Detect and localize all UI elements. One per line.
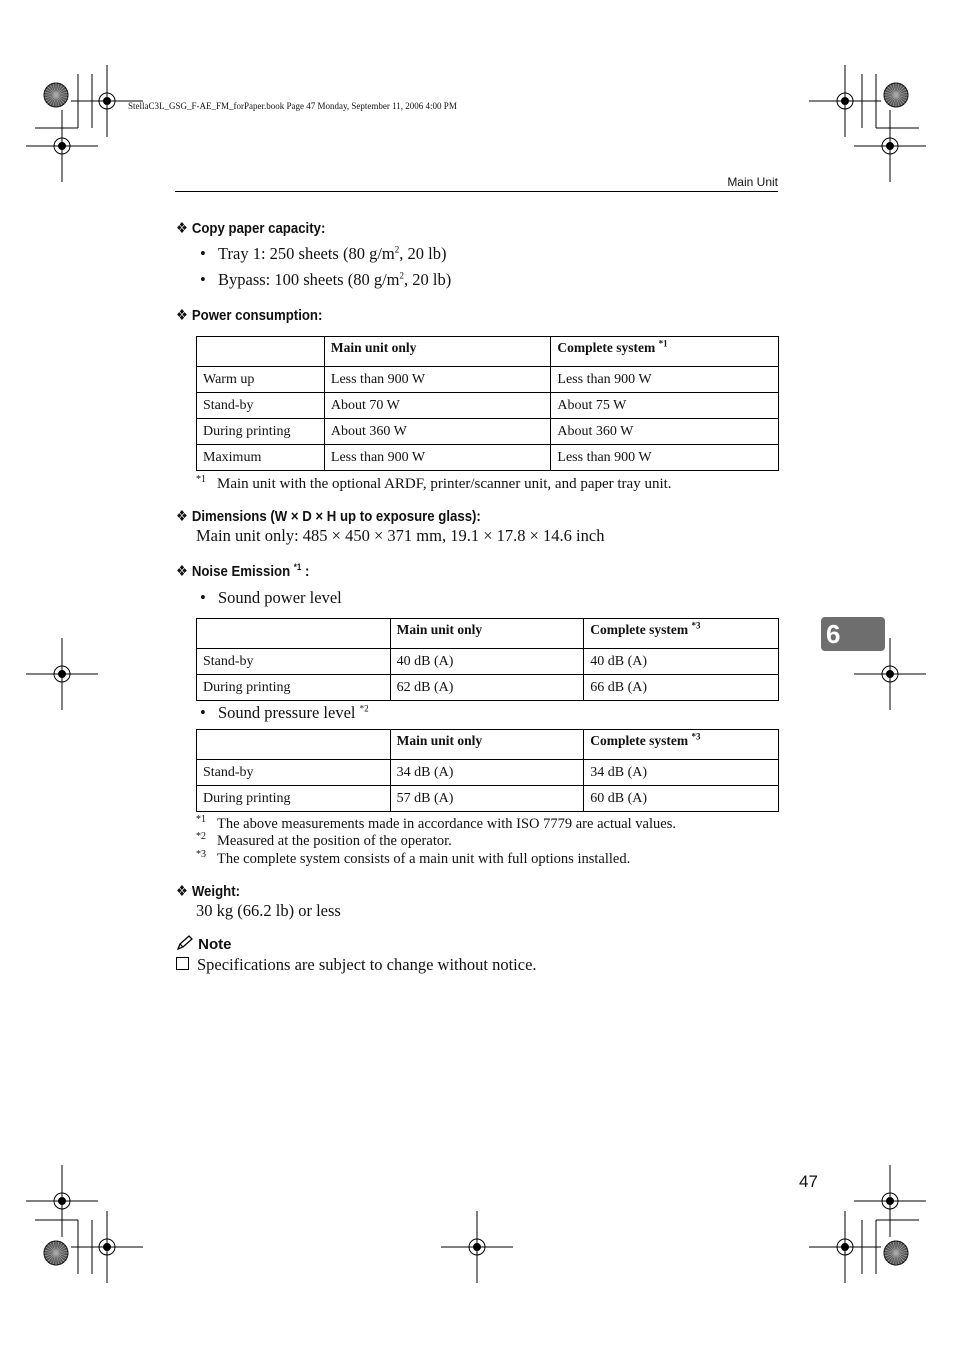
section-marker-icon: ❖ [176, 220, 188, 237]
column-header: Complete system $^{*1}$ [551, 337, 779, 367]
table-header-row [197, 337, 779, 367]
copy-paper-item-1: • Tray 1: 250 sheets (80 $g/m^2$, 20 lb) [200, 244, 447, 263]
section-marker-icon: ❖ [176, 508, 188, 525]
section-marker-icon: ❖ [176, 563, 188, 580]
table-header-row [197, 730, 779, 760]
checkbox-icon [176, 957, 189, 970]
bullet-icon: • [200, 703, 206, 722]
sound-power-table [196, 618, 779, 701]
copy-paper-item-2: • Bypass: 100 sheets (80 $g/m^2$, 20 lb) [200, 270, 452, 289]
page-number: 47 [799, 1172, 818, 1191]
note-item: Specifications are subject to change without notice. [176, 955, 537, 975]
running-head: Main Unit [727, 175, 778, 189]
column-header: Main unit only [324, 337, 551, 367]
column-header: Main unit only [390, 730, 584, 760]
dimensions-heading: ❖ Dimensions (W × D × H up to exposure glass): [176, 508, 481, 525]
bullet-icon: • [200, 270, 206, 289]
bullet-icon: • [200, 244, 206, 263]
sound-pressure-label: • Sound pressure level $^{*2}$ [200, 703, 369, 722]
table-row: During printing About 360 W About 360 W [197, 419, 779, 445]
bullet-icon: • [200, 588, 206, 607]
table-row: Stand-by 40 dB (A) 40 dB (A) [197, 649, 779, 675]
sound-pressure-table [196, 729, 779, 812]
note-heading: Note [176, 935, 232, 953]
chapter-tab: 6 [821, 617, 885, 651]
table-row: During printing 62 dB (A) 66 dB (A) [197, 675, 779, 701]
section-marker-icon: ❖ [176, 883, 188, 900]
power-heading: ❖ Power consumption: [176, 307, 323, 324]
table-row: Stand-by About 70 W About 75 W [197, 393, 779, 419]
weight-value: 30 kg (66.2 lb) or less [196, 901, 341, 920]
column-header: Complete system $^{*3}$ [584, 619, 779, 649]
table-row: Warm up Less than 900 W Less than 900 W [197, 367, 779, 393]
header-rule [175, 191, 778, 192]
copy-paper-heading: ❖ Copy paper capacity: [176, 220, 326, 237]
table-row: Stand-by 34 dB (A) 34 dB (A) [197, 760, 779, 786]
noise-footnote-3: *3 The complete system consists of a main unit with full options installed. [196, 849, 631, 867]
column-header: Complete system $^{*3}$ [584, 730, 779, 760]
sound-power-label: • Sound power level [200, 588, 342, 607]
section-marker-icon: ❖ [176, 307, 188, 324]
weight-heading: ❖ Weight: [176, 883, 240, 900]
noise-footnote-2: *2 Measured at the position of the operator. [196, 831, 452, 849]
dimensions-value: Main unit only: 485 × 450 × 371 mm, 19.1 × 17.8 × 14.6 inch [196, 526, 605, 545]
book-file-info: StellaC3L_GSG_F-AE_FM_forPaper.book Page 47 Monday, September 11, 2006 4:00 PM [128, 101, 457, 111]
table-row: During printing 57 dB (A) 60 dB (A) [197, 786, 779, 812]
table-row: Maximum Less than 900 W Less than 900 W [197, 445, 779, 471]
power-table [196, 336, 779, 471]
noise-heading: ❖ Noise Emission $^{*1}$ : [176, 562, 310, 580]
power-footnote: *1 Main unit with the optional ARDF, printer/scanner unit, and paper tray unit. [196, 474, 672, 492]
column-header: Main unit only [390, 619, 584, 649]
noise-footnote-1: *1 The above measurements made in accordance with ISO 7779 are actual values. [196, 814, 676, 832]
pencil-icon [176, 935, 194, 951]
table-header-row [197, 619, 779, 649]
